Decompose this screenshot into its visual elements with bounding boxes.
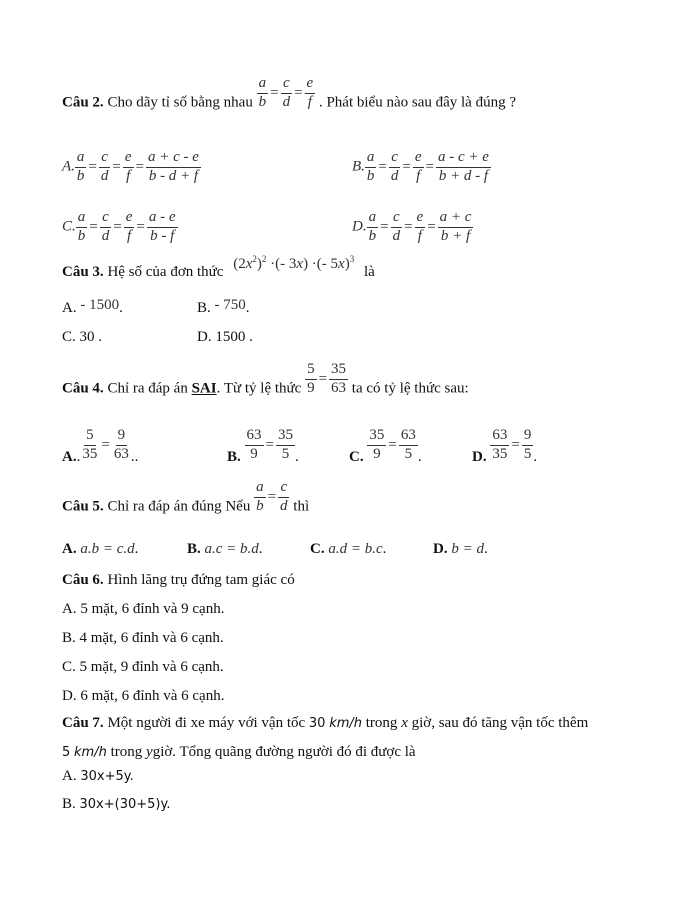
q3-text-after: là	[363, 264, 375, 280]
q6-question: Câu 6. Hình lăng trụ đứng tam giác có	[62, 572, 295, 588]
q2-question	[62, 75, 516, 121]
q4-option-c[interactable]: C. $\frac{35}{9}$ = $\frac{63}{5}$ .	[349, 427, 422, 465]
q3-option-a[interactable]: A. - 1500.	[62, 297, 123, 316]
q2-option-d[interactable]: D. $\frac{a}{b}$ = $\frac{c}{d}$ = $\frac{e}{f}$ = $\frac{a + c}{b + f}$	[352, 209, 472, 244]
q3-option-c[interactable]: C. 30 .	[62, 329, 103, 345]
q5-option-a[interactable]: A. a.b = c.d.	[62, 541, 139, 557]
q2-label: Câu 2.	[62, 94, 104, 111]
q5-option-b[interactable]: B. a.c = b.d.	[187, 541, 263, 557]
q3-monomial: $(2x^2)^2$ ·(- 3x) ·(- 5x)$^3$	[233, 254, 355, 272]
q2-ratio-chain: $\frac{a}{b}$ = $\frac{c}{d}$ = $\frac{e}{f}$	[258, 75, 314, 110]
q5-label: Câu 5.	[62, 498, 104, 515]
q7-question-line2: 5 km/h trong ygiờ. Tổng quãng đường người đó đi được là	[62, 744, 416, 760]
q6-option-a[interactable]: A. 5 mặt, 6 đỉnh và 9 cạnh.	[62, 601, 225, 617]
q4-option-b[interactable]: B. $\frac{63}{9}$ = $\frac{35}{5}$ .	[227, 427, 299, 465]
q5-option-d[interactable]: D. b = d.	[433, 541, 488, 557]
q7-option-b[interactable]: B. 30x+(30+5)y.	[62, 796, 171, 812]
q4-question: Câu 4. Chỉ ra đáp án SAI. Từ tỷ lệ thức $\frac{5}{9}$ = $\frac{35}{63}$ ta có tỷ lệ thức sau:	[62, 361, 469, 397]
q4-label: Câu 4.	[62, 380, 104, 397]
q6-option-b[interactable]: B. 4 mặt, 6 đỉnh và 6 cạnh.	[62, 630, 224, 646]
q7-label: Câu 7.	[62, 715, 104, 731]
q6-label: Câu 6.	[62, 572, 104, 588]
q2-option-b[interactable]: B. $\frac{a}{b}$ = $\frac{c}{d}$ = $\frac{e}{f}$ = $\frac{a - c + e}{b + d - f}$	[352, 149, 489, 184]
q2-option-a[interactable]: A. $\frac{a}{b}$ = $\frac{c}{d}$ = $\frac{e}{f}$ = $\frac{a + c - e}{b - d + f}$	[62, 149, 199, 184]
q4-text-after: ta có tỷ lệ thức sau:	[351, 380, 469, 397]
q3-text: Hệ số của đơn thức	[107, 264, 224, 280]
q4-option-a[interactable]: A.. $\frac{5}{35}$ = $\frac{9}{63}$ ..	[62, 427, 139, 465]
q3-label: Câu 3.	[62, 264, 104, 280]
q5-question: Câu 5. Chỉ ra đáp án đúng Nếu $\frac{a}{b}$ = $\frac{c}{d}$ thì	[62, 479, 310, 515]
q2-text-after: . Phát biểu nào sau đây là đúng ?	[318, 94, 516, 111]
q6-option-c[interactable]: C. 5 mặt, 9 đỉnh và 6 cạnh.	[62, 659, 224, 675]
q7-question-line1: Câu 7. Một người đi xe máy với vận tốc 30 km/h trong x giờ, sau đó tăng vận tốc thêm	[62, 715, 589, 731]
q5-ratio: $\frac{a}{b}$ = $\frac{c}{d}$	[256, 479, 288, 514]
q4-given-ratio: $\frac{5}{9}$ = $\frac{35}{63}$	[307, 361, 347, 396]
q7-option-a[interactable]: A. 30x+5y.	[62, 768, 134, 784]
q5-option-c[interactable]: C. a.d = b.c.	[310, 541, 387, 557]
q3-question	[62, 254, 375, 281]
q3-option-d[interactable]: D. 1500 .	[197, 329, 253, 345]
q4-keyword: SAI	[191, 380, 217, 397]
q6-option-d[interactable]: D. 6 mặt, 6 đỉnh và 6 cạnh.	[62, 688, 225, 704]
q3-option-b[interactable]: B. - 750.	[197, 297, 250, 316]
q4-option-d[interactable]: D. $\frac{63}{35}$ = $\frac{9}{5}$ .	[472, 427, 538, 465]
q2-option-c[interactable]: C. $\frac{a}{b}$ = $\frac{c}{d}$ = $\frac{e}{f}$ = $\frac{a - e}{b - f}$	[62, 209, 176, 244]
q2-text: Cho dãy tỉ số bằng nhau	[107, 94, 253, 111]
